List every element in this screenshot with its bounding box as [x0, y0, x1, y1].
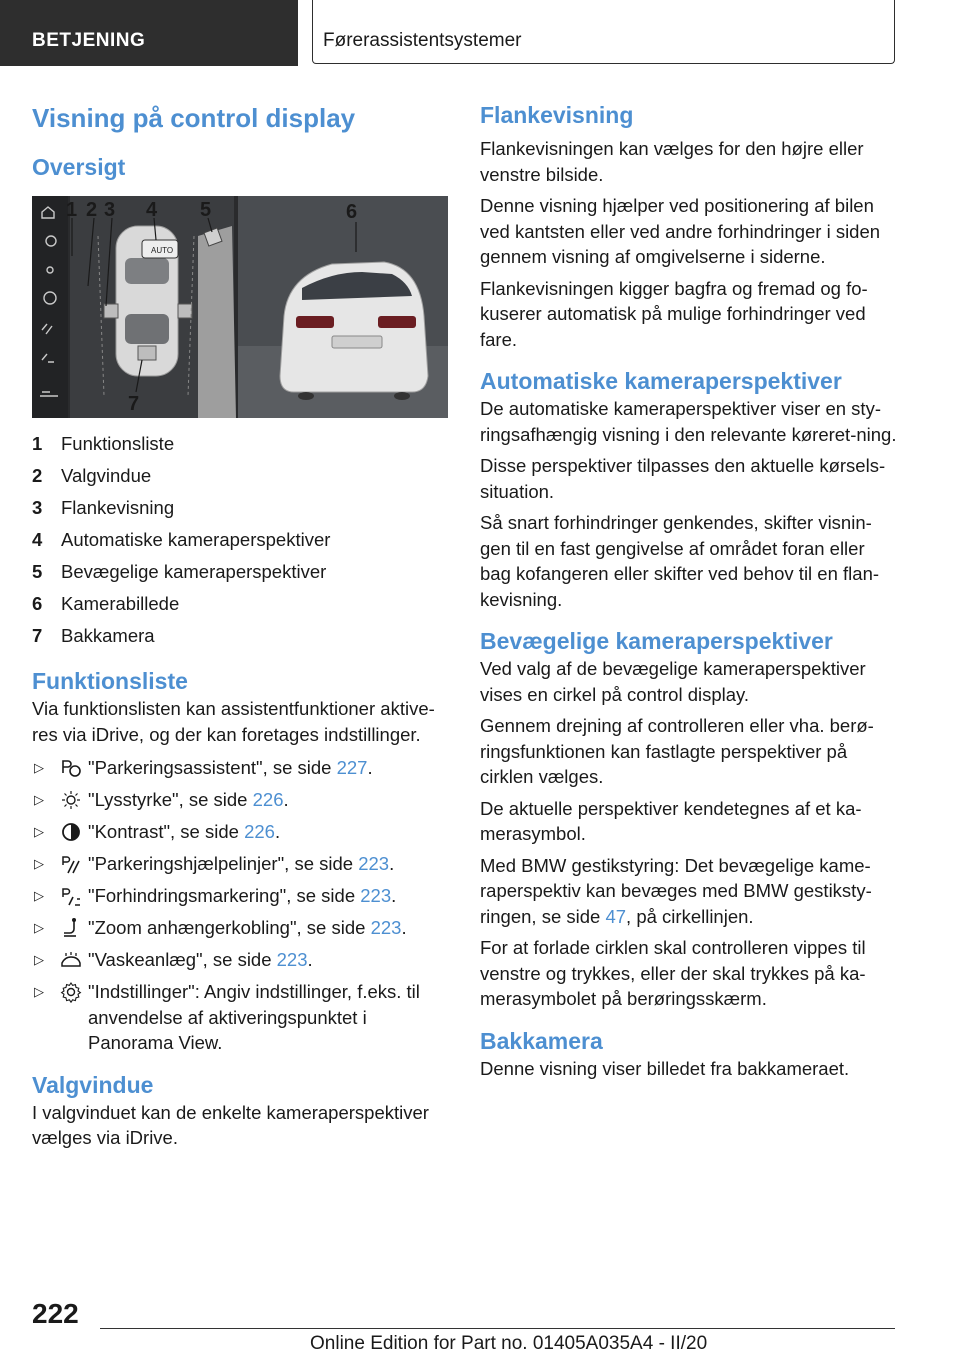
paragraph: Flankevisningen kan vælges for den højre eller venstre bilside. [480, 138, 864, 185]
heading-valgvindue: Valgvindue [32, 1071, 154, 1098]
paragraph: Disse perspektiver tilpasses den aktuelle kørsels-situation. [480, 455, 886, 502]
page-link[interactable]: 223 [276, 949, 308, 970]
text-funktionsliste: Via funktionslisten kan assistentfunktioner aktive-res via iDrive, og der kan foretages indstillinger. [32, 698, 435, 745]
triangle-bullet-icon: ▷ [34, 824, 44, 839]
paragraph: Med BMW gestikstyring: Det bevægelige kame-raperspektiv kan bevæges med BMW gestiksty-ringen, se side 47, på cirkellinjen. [480, 854, 872, 927]
right-column [480, 100, 898, 1081]
section-automatiske [480, 366, 898, 612]
heading-bakkamera: Bakkamera [480, 1027, 603, 1054]
paragraph: Gennem drejning af controlleren eller vha. berø-ringsfunktionen kan fastlagte perspektiver på cirklen vælges. [480, 715, 874, 787]
list-item: ▷ "Parkeringshjælpelinjer", se side 223. [32, 851, 450, 877]
section-bevaegelige [480, 626, 898, 1012]
paragraph: Denne visning viser billedet fra bakkameraet. [480, 1057, 850, 1079]
page-link[interactable]: 226 [244, 821, 275, 842]
section-funktionsliste [32, 666, 450, 747]
camera-display-figure [32, 196, 448, 418]
callout-5: 5 [200, 199, 212, 221]
paragraph: Så snart forhindringer genkendes, skifter visnin-gen til en fast gengivelse af området foran eller bag kofangeren eller skifter ved behov til en flan-kevisning. [480, 512, 880, 610]
section-valgvindue [32, 1070, 450, 1151]
reverse-camera-symbol [138, 346, 156, 360]
svg-text:AUTO: AUTO [151, 246, 174, 255]
paragraph: Denne visning hjælper ved positionering af bilen ved kantsten eller ved andre forhindringer i siden gennem visning af omgivelserne i siderne. [480, 195, 881, 267]
page-link[interactable]: 223 [360, 885, 392, 906]
parking-lines-icon [60, 853, 82, 875]
triangle-bullet-icon: ▷ [34, 888, 44, 903]
list-item: ▷ "Kontrast", se side 226. [32, 819, 450, 845]
brightness-icon [60, 789, 82, 811]
heading-bevaegelige: Bevægelige kameraperspektiver [480, 628, 833, 654]
legend-item: 7 Bakkamera [32, 625, 155, 646]
legend-item: 5 Bevægelige kameraperspektiver [32, 561, 327, 582]
paragraph: Flankevisningen kigger bagfra og fremad og fo-kuserer automatisk på mulige forhindringer ved fare. [480, 277, 868, 350]
footer-divider [100, 1328, 895, 1329]
section-flankevisning [480, 100, 898, 352]
triangle-bullet-icon: ▷ [34, 984, 44, 999]
text-valgvindue: I valgvinduet kan de enkelte kameraperspektiver vælges via iDrive. [32, 1101, 429, 1148]
page-number: 222 [32, 1298, 79, 1329]
legend-item: 3 Flankevisning [32, 497, 175, 518]
page-link[interactable]: 47 [605, 905, 627, 927]
legend-item: 2 Valgvindue [32, 465, 152, 486]
obstacle-marking-icon [60, 885, 82, 907]
triangle-bullet-icon: ▷ [34, 760, 44, 775]
edition-text: Online Edition for Part no. 01405A035A4 - II/20 [310, 1333, 708, 1354]
trailer-hitch-icon [60, 917, 82, 939]
heading-funktionsliste: Funktionsliste [32, 668, 188, 694]
list-item: ▷ "Indstillinger": Angiv indstillinger, f.eks. til anvendelse af aktiveringspunktet i Panorama View. [34, 981, 420, 1053]
flank-camera-symbol [104, 304, 118, 318]
callout-4: 4 [146, 199, 158, 221]
camera-display-illustration [32, 196, 448, 418]
heading-flankevisning: Flankevisning [480, 102, 634, 128]
page-header [0, 0, 960, 66]
heading-automatiske: Automatiske kameraperspektiver [480, 368, 842, 394]
page-link[interactable]: 223 [358, 853, 390, 874]
callout-3: 3 [104, 199, 116, 221]
car-wash-icon [60, 949, 82, 971]
parking-assistant-icon [60, 757, 82, 779]
chapter-tab: Førerassistentsystemer [312, 0, 895, 64]
callout-2: 2 [86, 199, 98, 221]
page-link[interactable]: 227 [336, 757, 368, 778]
page-title: Visning på control display [32, 103, 356, 133]
triangle-bullet-icon: ▷ [34, 920, 44, 935]
left-column [32, 100, 450, 1151]
section-bakkamera [480, 1026, 898, 1082]
legend-item: 4 Automatiske kameraperspektiver [32, 529, 331, 550]
paragraph: De automatiske kameraperspektiver viser en sty-ringsafhængig visning i den relevante køreret-ning. [480, 398, 897, 445]
figure-legend [32, 428, 450, 652]
settings-gear-icon [60, 981, 82, 1003]
contrast-icon [60, 821, 82, 843]
legend-item: 6 Kamerabillede [32, 593, 180, 614]
function-list-strip [32, 196, 68, 418]
paragraph: De aktuelle perspektiver kendetegnes af et ka-merasymbol. [480, 797, 862, 844]
paragraph: For at forlade cirklen skal controlleren vippes til venstre og trykkes, eller der skal trykkes på ka-merasymbolet på berøringsskærm. [480, 937, 866, 1009]
list-item: ▷ "Lysstyrke", se side 226. [32, 787, 450, 813]
function-bullet-list [32, 755, 450, 1056]
page-link[interactable]: 226 [252, 789, 284, 810]
callout-6: 6 [346, 201, 358, 223]
callout-7: 7 [128, 393, 140, 415]
triangle-bullet-icon: ▷ [34, 952, 44, 967]
triangle-bullet-icon: ▷ [34, 856, 44, 871]
triangle-bullet-icon: ▷ [34, 792, 44, 807]
list-item: ▷ "Vaskeanlæg", se side 223. [32, 947, 450, 973]
section-tab: BETJENING [0, 0, 298, 66]
subtitle-oversigt: Oversigt [32, 154, 126, 180]
callout-1: 1 [66, 199, 78, 221]
list-item: ▷ "Zoom anhængerkobling", se side 223. [32, 915, 450, 941]
paragraph: Ved valg af de bevægelige kameraperspektiver vises en cirkel på control display. [480, 658, 866, 705]
list-item: ▷ "Parkeringsassistent", se side 227. [32, 755, 450, 781]
legend-item: 1 Funktionsliste [32, 433, 175, 454]
list-item: ▷ "Forhindringsmarkering", se side 223. [32, 883, 450, 909]
page-link[interactable]: 223 [370, 917, 402, 938]
